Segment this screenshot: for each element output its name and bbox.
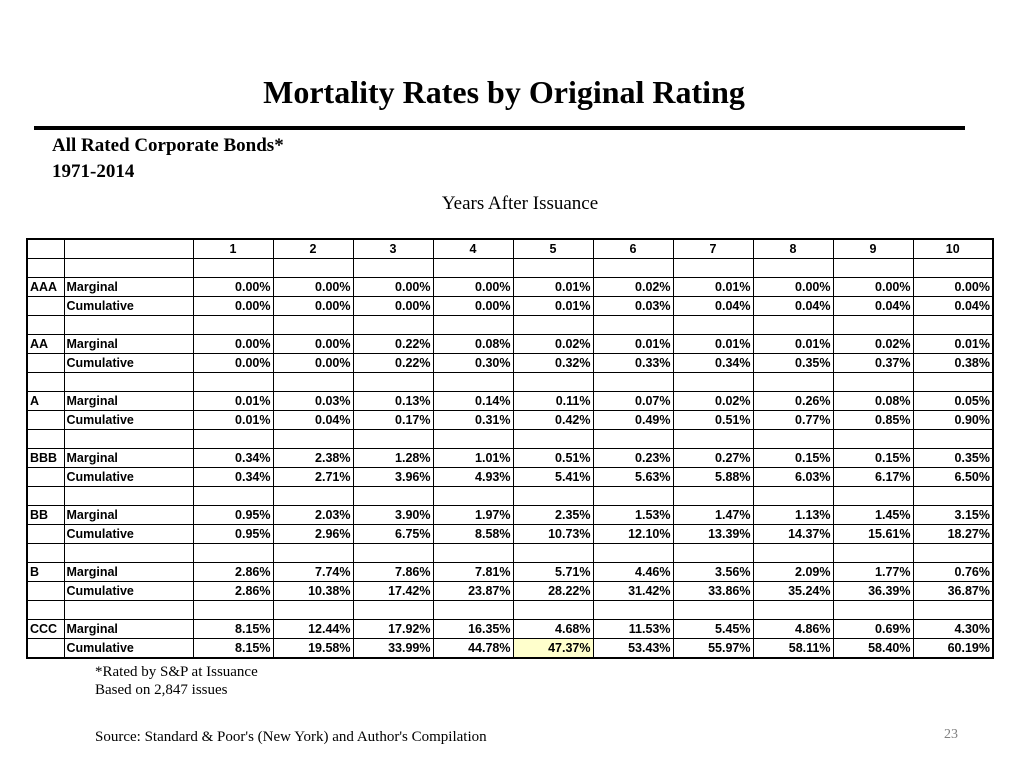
cumulative-value: 5.88%: [673, 468, 753, 487]
year-header-2: 2: [273, 239, 353, 259]
marginal-value: 2.09%: [753, 563, 833, 582]
rating-label: AAA: [27, 278, 64, 297]
row-type-label: Cumulative: [64, 354, 193, 373]
subtitle-bonds: All Rated Corporate Bonds*: [52, 135, 284, 156]
cumulative-value: 14.37%: [753, 525, 833, 544]
marginal-value: 0.23%: [593, 449, 673, 468]
empty-cell: [593, 430, 673, 449]
cumulative-value: 0.32%: [513, 354, 593, 373]
empty-cell: [913, 601, 993, 620]
marginal-value: 0.01%: [513, 278, 593, 297]
marginal-value: 0.00%: [433, 278, 513, 297]
spacer-row: [27, 487, 993, 506]
marginal-value: 2.38%: [273, 449, 353, 468]
cumulative-value: 44.78%: [433, 639, 513, 659]
empty-cell: [593, 373, 673, 392]
cumulative-value: 0.00%: [193, 354, 273, 373]
empty-cell: [753, 601, 833, 620]
marginal-value: 0.15%: [753, 449, 833, 468]
marginal-value: 0.00%: [193, 335, 273, 354]
cumulative-value: 15.61%: [833, 525, 913, 544]
empty-cell: [673, 430, 753, 449]
marginal-value: 2.03%: [273, 506, 353, 525]
cumulative-value: 0.00%: [273, 354, 353, 373]
spacer-row: [27, 373, 993, 392]
cumulative-value: 0.34%: [673, 354, 753, 373]
empty-cell: [513, 373, 593, 392]
rating-label: BB: [27, 506, 64, 525]
cumulative-value: 23.87%: [433, 582, 513, 601]
marginal-value: 0.34%: [193, 449, 273, 468]
empty-cell: [673, 487, 753, 506]
marginal-value: 1.47%: [673, 506, 753, 525]
marginal-value: 8.15%: [193, 620, 273, 639]
empty-cell: [27, 525, 64, 544]
empty-cell: [913, 259, 993, 278]
row-type-label: Marginal: [64, 563, 193, 582]
empty-cell: [833, 487, 913, 506]
marginal-value: 7.81%: [433, 563, 513, 582]
marginal-value: 16.35%: [433, 620, 513, 639]
cumulative-value: 0.04%: [673, 297, 753, 316]
cumulative-value: 0.01%: [513, 297, 593, 316]
empty-cell: [64, 601, 193, 620]
marginal-value: 3.90%: [353, 506, 433, 525]
cumulative-value: 2.96%: [273, 525, 353, 544]
marginal-value: 0.02%: [833, 335, 913, 354]
table-row: [27, 506, 993, 525]
cumulative-value: 5.63%: [593, 468, 673, 487]
marginal-value: 3.56%: [673, 563, 753, 582]
header-row: [27, 239, 993, 259]
empty-cell: [833, 259, 913, 278]
empty-cell: [193, 316, 273, 335]
year-header-5: 5: [513, 239, 593, 259]
empty-cell: [833, 373, 913, 392]
cumulative-value: 0.04%: [913, 297, 993, 316]
empty-cell: [673, 259, 753, 278]
empty-cell: [673, 601, 753, 620]
empty-cell: [193, 373, 273, 392]
empty-cell: [753, 544, 833, 563]
marginal-value: 0.35%: [913, 449, 993, 468]
empty-cell: [433, 430, 513, 449]
cumulative-value: 0.01%: [193, 411, 273, 430]
empty-cell: [193, 487, 273, 506]
cumulative-value: 0.03%: [593, 297, 673, 316]
empty-cell: [27, 354, 64, 373]
row-type-label: Cumulative: [64, 297, 193, 316]
empty-cell: [193, 259, 273, 278]
marginal-value: 0.08%: [433, 335, 513, 354]
empty-cell: [273, 259, 353, 278]
table-row: [27, 620, 993, 639]
empty-cell: [27, 411, 64, 430]
marginal-value: 1.77%: [833, 563, 913, 582]
empty-cell: [753, 487, 833, 506]
marginal-value: 17.92%: [353, 620, 433, 639]
page-number: 23: [944, 727, 958, 742]
source-citation: Source: Standard & Poor's (New York) and Author's Compilation: [95, 729, 487, 745]
empty-cell: [273, 430, 353, 449]
empty-cell: [353, 487, 433, 506]
subtitle-period: 1971-2014: [52, 161, 135, 182]
table-row: [27, 411, 993, 430]
cumulative-value: 36.87%: [913, 582, 993, 601]
year-header-9: 9: [833, 239, 913, 259]
table-row: [27, 354, 993, 373]
cumulative-value: 2.71%: [273, 468, 353, 487]
marginal-value: 0.11%: [513, 392, 593, 411]
empty-cell: [433, 259, 513, 278]
marginal-value: 0.26%: [753, 392, 833, 411]
spacer-row: [27, 601, 993, 620]
empty-cell: [27, 373, 64, 392]
row-type-label: Marginal: [64, 335, 193, 354]
empty-cell: [433, 487, 513, 506]
marginal-value: 0.27%: [673, 449, 753, 468]
marginal-value: 0.95%: [193, 506, 273, 525]
empty-cell: [913, 373, 993, 392]
row-type-label: Marginal: [64, 449, 193, 468]
row-type-label: Cumulative: [64, 411, 193, 430]
cumulative-value: 0.04%: [273, 411, 353, 430]
slide-title: Mortality Rates by Original Rating: [263, 74, 745, 110]
empty-cell: [353, 430, 433, 449]
empty-cell: [27, 639, 64, 659]
marginal-value: 0.14%: [433, 392, 513, 411]
empty-cell: [273, 544, 353, 563]
empty-cell: [513, 430, 593, 449]
marginal-value: 0.07%: [593, 392, 673, 411]
empty-cell: [353, 373, 433, 392]
marginal-value: 0.01%: [673, 278, 753, 297]
marginal-value: 1.45%: [833, 506, 913, 525]
empty-cell: [753, 430, 833, 449]
cumulative-value: 0.00%: [273, 297, 353, 316]
cumulative-value: 35.24%: [753, 582, 833, 601]
empty-cell: [433, 316, 513, 335]
empty-cell: [27, 601, 64, 620]
cumulative-value: 31.42%: [593, 582, 673, 601]
cumulative-value: 58.11%: [753, 639, 833, 659]
cumulative-value: 0.30%: [433, 354, 513, 373]
highlighted-cumulative-value: 47.37%: [513, 639, 593, 659]
empty-cell: [27, 316, 64, 335]
rating-label: B: [27, 563, 64, 582]
cumulative-value: 0.31%: [433, 411, 513, 430]
empty-cell: [673, 544, 753, 563]
empty-cell: [273, 601, 353, 620]
footnote-rated-by: *Rated by S&P at Issuance: [95, 664, 258, 680]
marginal-value: 0.01%: [193, 392, 273, 411]
row-type-label: Marginal: [64, 506, 193, 525]
marginal-value: 1.13%: [753, 506, 833, 525]
empty-cell: [593, 544, 673, 563]
cumulative-value: 55.97%: [673, 639, 753, 659]
rating-label: BBB: [27, 449, 64, 468]
cumulative-value: 6.17%: [833, 468, 913, 487]
empty-cell: [27, 297, 64, 316]
rating-label: CCC: [27, 620, 64, 639]
table-row: [27, 449, 993, 468]
marginal-value: 2.35%: [513, 506, 593, 525]
cumulative-value: 28.22%: [513, 582, 593, 601]
row-type-label: Cumulative: [64, 468, 193, 487]
marginal-value: 1.28%: [353, 449, 433, 468]
cumulative-value: 0.00%: [193, 297, 273, 316]
marginal-value: 5.71%: [513, 563, 593, 582]
empty-cell: [753, 316, 833, 335]
marginal-value: 7.74%: [273, 563, 353, 582]
marginal-value: 0.22%: [353, 335, 433, 354]
marginal-value: 0.00%: [353, 278, 433, 297]
empty-cell: [27, 259, 64, 278]
empty-cell: [273, 487, 353, 506]
cumulative-value: 0.42%: [513, 411, 593, 430]
cumulative-value: 0.00%: [433, 297, 513, 316]
cumulative-value: 0.04%: [753, 297, 833, 316]
empty-cell: [833, 544, 913, 563]
marginal-value: 0.01%: [913, 335, 993, 354]
year-header-3: 3: [353, 239, 433, 259]
cumulative-value: 33.86%: [673, 582, 753, 601]
empty-cell: [593, 316, 673, 335]
marginal-value: 0.01%: [753, 335, 833, 354]
empty-cell: [913, 544, 993, 563]
years-after-issuance-label: Years After Issuance: [441, 193, 599, 214]
row-type-label: Cumulative: [64, 525, 193, 544]
empty-cell: [433, 601, 513, 620]
cumulative-value: 0.38%: [913, 354, 993, 373]
empty-cell: [593, 259, 673, 278]
row-type-label: Cumulative: [64, 639, 193, 659]
row-type-label: Marginal: [64, 392, 193, 411]
empty-cell: [27, 487, 64, 506]
header-blank-type: [64, 239, 193, 259]
cumulative-value: 8.58%: [433, 525, 513, 544]
cumulative-value: 17.42%: [353, 582, 433, 601]
table-row: [27, 278, 993, 297]
empty-cell: [913, 316, 993, 335]
rating-label: AA: [27, 335, 64, 354]
table-row: [27, 392, 993, 411]
empty-cell: [353, 601, 433, 620]
cumulative-value: 0.04%: [833, 297, 913, 316]
marginal-value: 4.68%: [513, 620, 593, 639]
cumulative-value: 0.22%: [353, 354, 433, 373]
cumulative-value: 6.03%: [753, 468, 833, 487]
empty-cell: [64, 487, 193, 506]
table-row: [27, 563, 993, 582]
empty-cell: [833, 601, 913, 620]
empty-cell: [273, 373, 353, 392]
cumulative-value: 18.27%: [913, 525, 993, 544]
empty-cell: [27, 430, 64, 449]
table-row: [27, 582, 993, 601]
cumulative-value: 6.75%: [353, 525, 433, 544]
marginal-value: 0.08%: [833, 392, 913, 411]
empty-cell: [513, 544, 593, 563]
cumulative-value: 3.96%: [353, 468, 433, 487]
marginal-value: 0.02%: [513, 335, 593, 354]
cumulative-value: 0.90%: [913, 411, 993, 430]
spacer-row: [27, 259, 993, 278]
marginal-value: 0.01%: [593, 335, 673, 354]
cumulative-value: 0.77%: [753, 411, 833, 430]
cumulative-value: 60.19%: [913, 639, 993, 659]
marginal-value: 2.86%: [193, 563, 273, 582]
table-row: [27, 468, 993, 487]
mortality-rates-table: [26, 238, 994, 659]
marginal-value: 0.02%: [593, 278, 673, 297]
empty-cell: [433, 373, 513, 392]
spacer-row: [27, 316, 993, 335]
empty-cell: [833, 316, 913, 335]
marginal-value: 0.00%: [273, 278, 353, 297]
table-row: [27, 335, 993, 354]
empty-cell: [273, 316, 353, 335]
spacer-row: [27, 430, 993, 449]
footnote-issue-count: Based on 2,847 issues: [95, 682, 228, 698]
marginal-value: 0.00%: [753, 278, 833, 297]
marginal-value: 1.53%: [593, 506, 673, 525]
cumulative-value: 0.51%: [673, 411, 753, 430]
marginal-value: 0.00%: [273, 335, 353, 354]
cumulative-value: 4.93%: [433, 468, 513, 487]
cumulative-value: 8.15%: [193, 639, 273, 659]
empty-cell: [64, 259, 193, 278]
marginal-value: 0.13%: [353, 392, 433, 411]
cumulative-value: 10.38%: [273, 582, 353, 601]
marginal-value: 0.15%: [833, 449, 913, 468]
cumulative-value: 2.86%: [193, 582, 273, 601]
empty-cell: [64, 430, 193, 449]
cumulative-value: 0.34%: [193, 468, 273, 487]
empty-cell: [27, 544, 64, 563]
marginal-value: 0.00%: [913, 278, 993, 297]
marginal-value: 0.03%: [273, 392, 353, 411]
cumulative-value: 0.49%: [593, 411, 673, 430]
title-underline: [34, 126, 965, 130]
empty-cell: [833, 430, 913, 449]
cumulative-value: 0.85%: [833, 411, 913, 430]
empty-cell: [193, 430, 273, 449]
empty-cell: [353, 544, 433, 563]
cumulative-value: 33.99%: [353, 639, 433, 659]
cumulative-value: 10.73%: [513, 525, 593, 544]
empty-cell: [64, 544, 193, 563]
marginal-value: 4.86%: [753, 620, 833, 639]
empty-cell: [513, 487, 593, 506]
empty-cell: [913, 430, 993, 449]
marginal-value: 4.30%: [913, 620, 993, 639]
table-row: [27, 297, 993, 316]
header-blank-rating: [27, 239, 64, 259]
cumulative-value: 0.35%: [753, 354, 833, 373]
cumulative-value: 12.10%: [593, 525, 673, 544]
empty-cell: [593, 601, 673, 620]
marginal-value: 1.01%: [433, 449, 513, 468]
marginal-value: 0.05%: [913, 392, 993, 411]
cumulative-value: 0.33%: [593, 354, 673, 373]
cumulative-value: 13.39%: [673, 525, 753, 544]
empty-cell: [64, 316, 193, 335]
empty-cell: [27, 468, 64, 487]
empty-cell: [753, 259, 833, 278]
cumulative-value: 5.41%: [513, 468, 593, 487]
empty-cell: [27, 582, 64, 601]
row-type-label: Marginal: [64, 278, 193, 297]
year-header-8: 8: [753, 239, 833, 259]
cumulative-value: 0.37%: [833, 354, 913, 373]
year-header-1: 1: [193, 239, 273, 259]
row-type-label: Cumulative: [64, 582, 193, 601]
marginal-value: 0.69%: [833, 620, 913, 639]
table-row: [27, 639, 993, 659]
marginal-value: 12.44%: [273, 620, 353, 639]
marginal-value: 0.02%: [673, 392, 753, 411]
cumulative-value: 36.39%: [833, 582, 913, 601]
year-header-4: 4: [433, 239, 513, 259]
empty-cell: [433, 544, 513, 563]
empty-cell: [353, 259, 433, 278]
cumulative-value: 0.17%: [353, 411, 433, 430]
empty-cell: [673, 316, 753, 335]
marginal-value: 0.51%: [513, 449, 593, 468]
spacer-row: [27, 544, 993, 563]
marginal-value: 0.76%: [913, 563, 993, 582]
marginal-value: 0.00%: [833, 278, 913, 297]
marginal-value: 0.01%: [673, 335, 753, 354]
cumulative-value: 0.00%: [353, 297, 433, 316]
cumulative-value: 0.95%: [193, 525, 273, 544]
year-header-10: 10: [913, 239, 993, 259]
marginal-value: 1.97%: [433, 506, 513, 525]
empty-cell: [673, 373, 753, 392]
marginal-value: 0.00%: [193, 278, 273, 297]
cumulative-value: 6.50%: [913, 468, 993, 487]
cumulative-value: 53.43%: [593, 639, 673, 659]
cumulative-value: 19.58%: [273, 639, 353, 659]
marginal-value: 7.86%: [353, 563, 433, 582]
empty-cell: [513, 316, 593, 335]
marginal-value: 4.46%: [593, 563, 673, 582]
empty-cell: [513, 601, 593, 620]
year-header-6: 6: [593, 239, 673, 259]
empty-cell: [593, 487, 673, 506]
empty-cell: [64, 373, 193, 392]
empty-cell: [353, 316, 433, 335]
marginal-value: 5.45%: [673, 620, 753, 639]
table-row: [27, 525, 993, 544]
row-type-label: Marginal: [64, 620, 193, 639]
empty-cell: [193, 544, 273, 563]
empty-cell: [193, 601, 273, 620]
marginal-value: 11.53%: [593, 620, 673, 639]
marginal-value: 3.15%: [913, 506, 993, 525]
cumulative-value: 58.40%: [833, 639, 913, 659]
rating-label: A: [27, 392, 64, 411]
year-header-7: 7: [673, 239, 753, 259]
empty-cell: [913, 487, 993, 506]
empty-cell: [753, 373, 833, 392]
empty-cell: [513, 259, 593, 278]
